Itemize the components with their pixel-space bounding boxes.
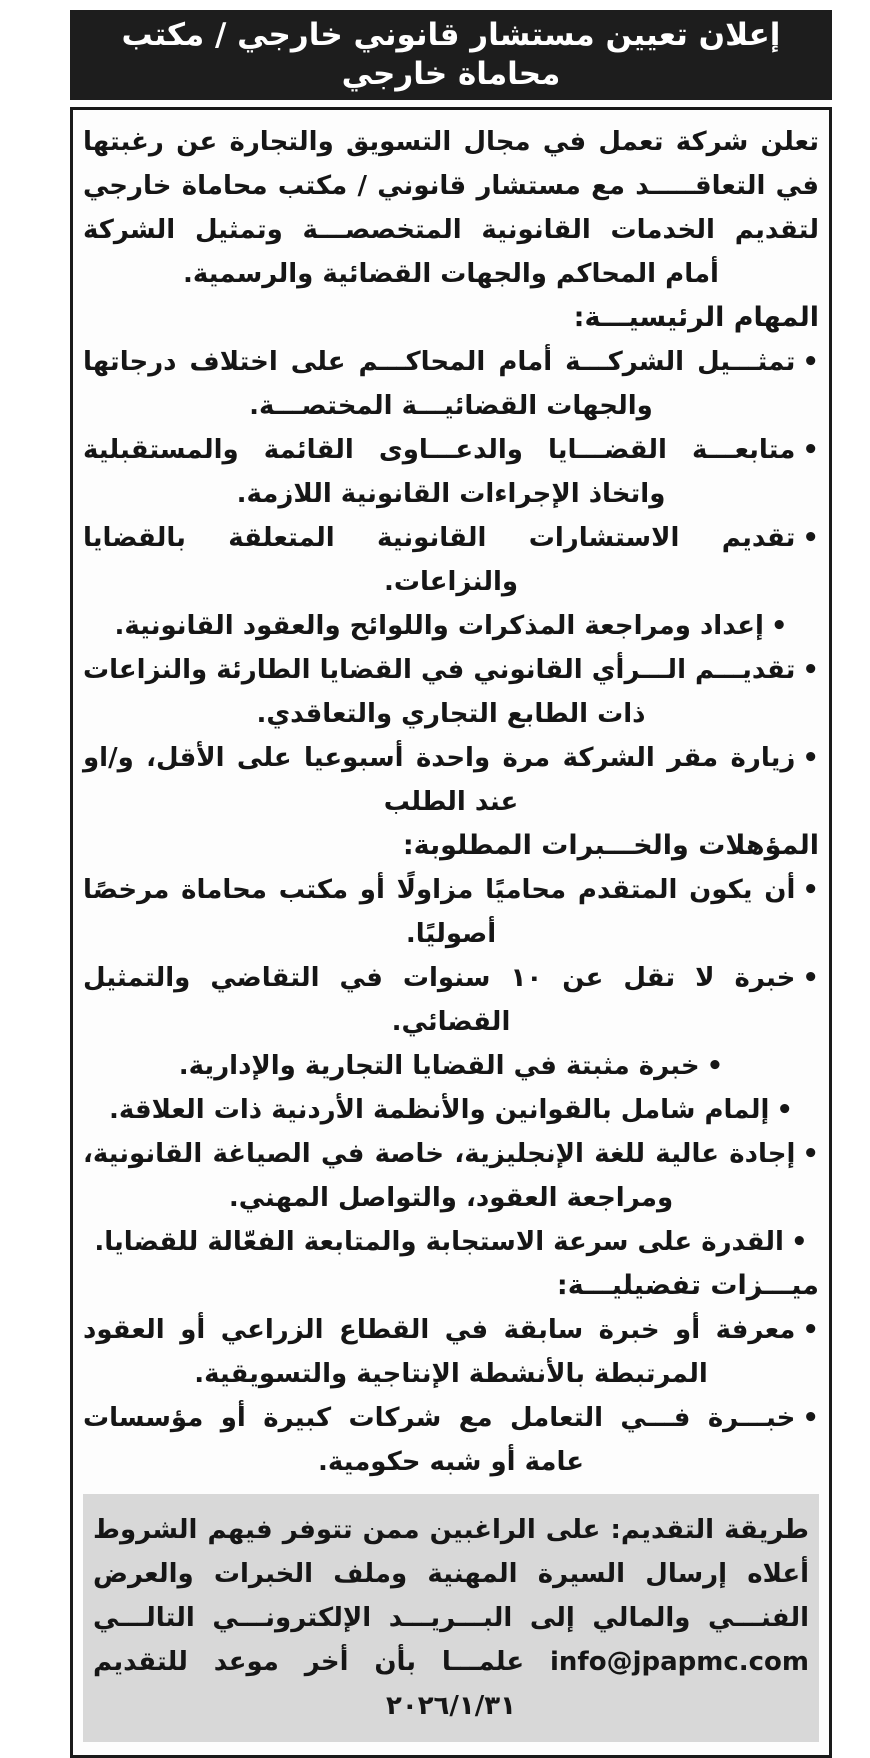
- bullet-icon: •: [802, 743, 819, 773]
- list-item-text: تقديم الاستشارات القانونية المتعلقة بالقضايا والنزاعات.: [83, 523, 796, 597]
- list-item-text: متابعـــة القضـــايا والدعـــاوى القائمة والمستقبلية واتخاذ الإجراءات القانونية اللازمة.: [83, 435, 796, 509]
- list-item-text: القدرة على سرعة الاستجابة والمتابعة الفعّالة للقضايا.: [94, 1227, 784, 1257]
- list-item-text: معرفة أو خبرة سابقة في القطاع الزراعي أو العقود المرتبطة بالأنشطة الإنتاجية والتسويقية.: [83, 1315, 796, 1389]
- bullet-icon: •: [802, 1139, 819, 1169]
- bullet-icon: •: [770, 611, 788, 641]
- list-item-text: تقديـــم الـــرأي القانوني في القضايا الطارئة والنزاعات ذات الطابع التجاري والتعاقدي.: [83, 655, 796, 729]
- list-item: [83, 956, 819, 1044]
- list-item: [83, 340, 819, 428]
- list-item: [83, 428, 819, 516]
- bullet-icon: •: [802, 523, 819, 553]
- main-tasks-heading: المهام الرئيسيـــة:: [573, 302, 819, 333]
- list-item: [83, 1220, 819, 1264]
- list-item: [83, 1088, 819, 1132]
- preferred-features-heading: ميـــزات تفضيليـــة:: [556, 1270, 819, 1301]
- list-item: [83, 1132, 819, 1220]
- list-item-text: خبرة مثبتة في القضايا التجارية والإدارية.: [178, 1051, 700, 1081]
- list-item: [83, 1396, 819, 1484]
- list-item-text: إعداد ومراجعة المذكرات واللوائح والعقود القانونية.: [114, 611, 764, 641]
- bullet-icon: •: [776, 1095, 794, 1125]
- list-item: [83, 1308, 819, 1396]
- bullet-icon: •: [802, 963, 819, 993]
- deadline-date: ٢٠٢٦/١/٣١: [385, 1691, 517, 1721]
- section-qualifications: [83, 824, 819, 1264]
- bullet-icon: •: [802, 435, 819, 465]
- bullet-icon: •: [802, 347, 819, 377]
- bullet-icon: •: [790, 1227, 808, 1257]
- bullet-icon: •: [802, 655, 819, 685]
- bullet-icon: •: [802, 1403, 819, 1433]
- ad-title: إعلان تعيين مستشار قانوني خارجي / مكتب محاماة خارجي: [121, 17, 781, 92]
- application-deadline-note: علمـــا بأن أخر موعد للتقديم: [93, 1647, 525, 1677]
- list-item-text: أن يكون المتقدم محاميًا مزاولًا أو مكتب محاماة مرخصًا أصوليًا.: [83, 875, 796, 949]
- ad-title-bar: [70, 10, 832, 100]
- list-item-text: إلمام شامل بالقوانين والأنظمة الأردنية ذات العلاقة.: [108, 1095, 770, 1125]
- section-preferred-features: [83, 1264, 819, 1484]
- application-text: [93, 1508, 809, 1728]
- email-address: info@jpapmc.com: [549, 1647, 809, 1677]
- advertisement: [70, 10, 832, 1758]
- application-instructions: على الراغبين ممن تتوفر فيهم الشروط أعلاه إرسال السيرة المهنية وملف الخبرات والعرض الفنـــي والمالي إلى البـــريـــد الإلكترونـــي التالـــي: [93, 1515, 809, 1633]
- application-box: [83, 1494, 819, 1742]
- ad-body-frame: [70, 107, 832, 1758]
- section-main-tasks: [83, 296, 819, 824]
- list-item: [83, 604, 819, 648]
- list-item-text: خبـــرة فـــي التعامل مع شركات كبيرة أو مؤسسات عامة أو شبه حكومية.: [83, 1403, 796, 1477]
- intro-paragraph: تعلن شركة تعمل في مجال التسويق والتجارة عن رغبتها في التعاقـــــد مع مستشار قانوني / مكتب محاماة خارجي لتقديم الخدمات القانونية المتخصصـــة وتمثيل الشركة أمام المحاكم والجهات القضائية والرسمية.: [83, 127, 819, 289]
- list-item: [83, 648, 819, 736]
- list-item: [83, 736, 819, 824]
- list-item-text: خبرة لا تقل عن ١٠ سنوات في التقاضي والتمثيل القضائي.: [83, 963, 796, 1037]
- bullet-icon: •: [706, 1051, 724, 1081]
- list-item: [83, 868, 819, 956]
- application-method-label: طريقة التقديم:: [610, 1515, 810, 1545]
- list-item-text: تمثـــيل الشركـــة أمام المحاكـــم على اختلاف درجاتها والجهات القضائيـــة المختصـــة.: [83, 347, 796, 421]
- list-item: [83, 516, 819, 604]
- list-item-text: إجادة عالية للغة الإنجليزية، خاصة في الصياغة القانونية، ومراجعة العقود، والتواصل المهني.: [83, 1139, 796, 1213]
- bullet-icon: •: [802, 875, 819, 905]
- list-item-text: زيارة مقر الشركة مرة واحدة أسبوعيا على الأقل، و/او عند الطلب: [83, 743, 796, 817]
- list-item: [83, 1044, 819, 1088]
- bullet-icon: •: [802, 1315, 819, 1345]
- qualifications-heading: المؤهلات والخـــبرات المطلوبة:: [402, 830, 819, 861]
